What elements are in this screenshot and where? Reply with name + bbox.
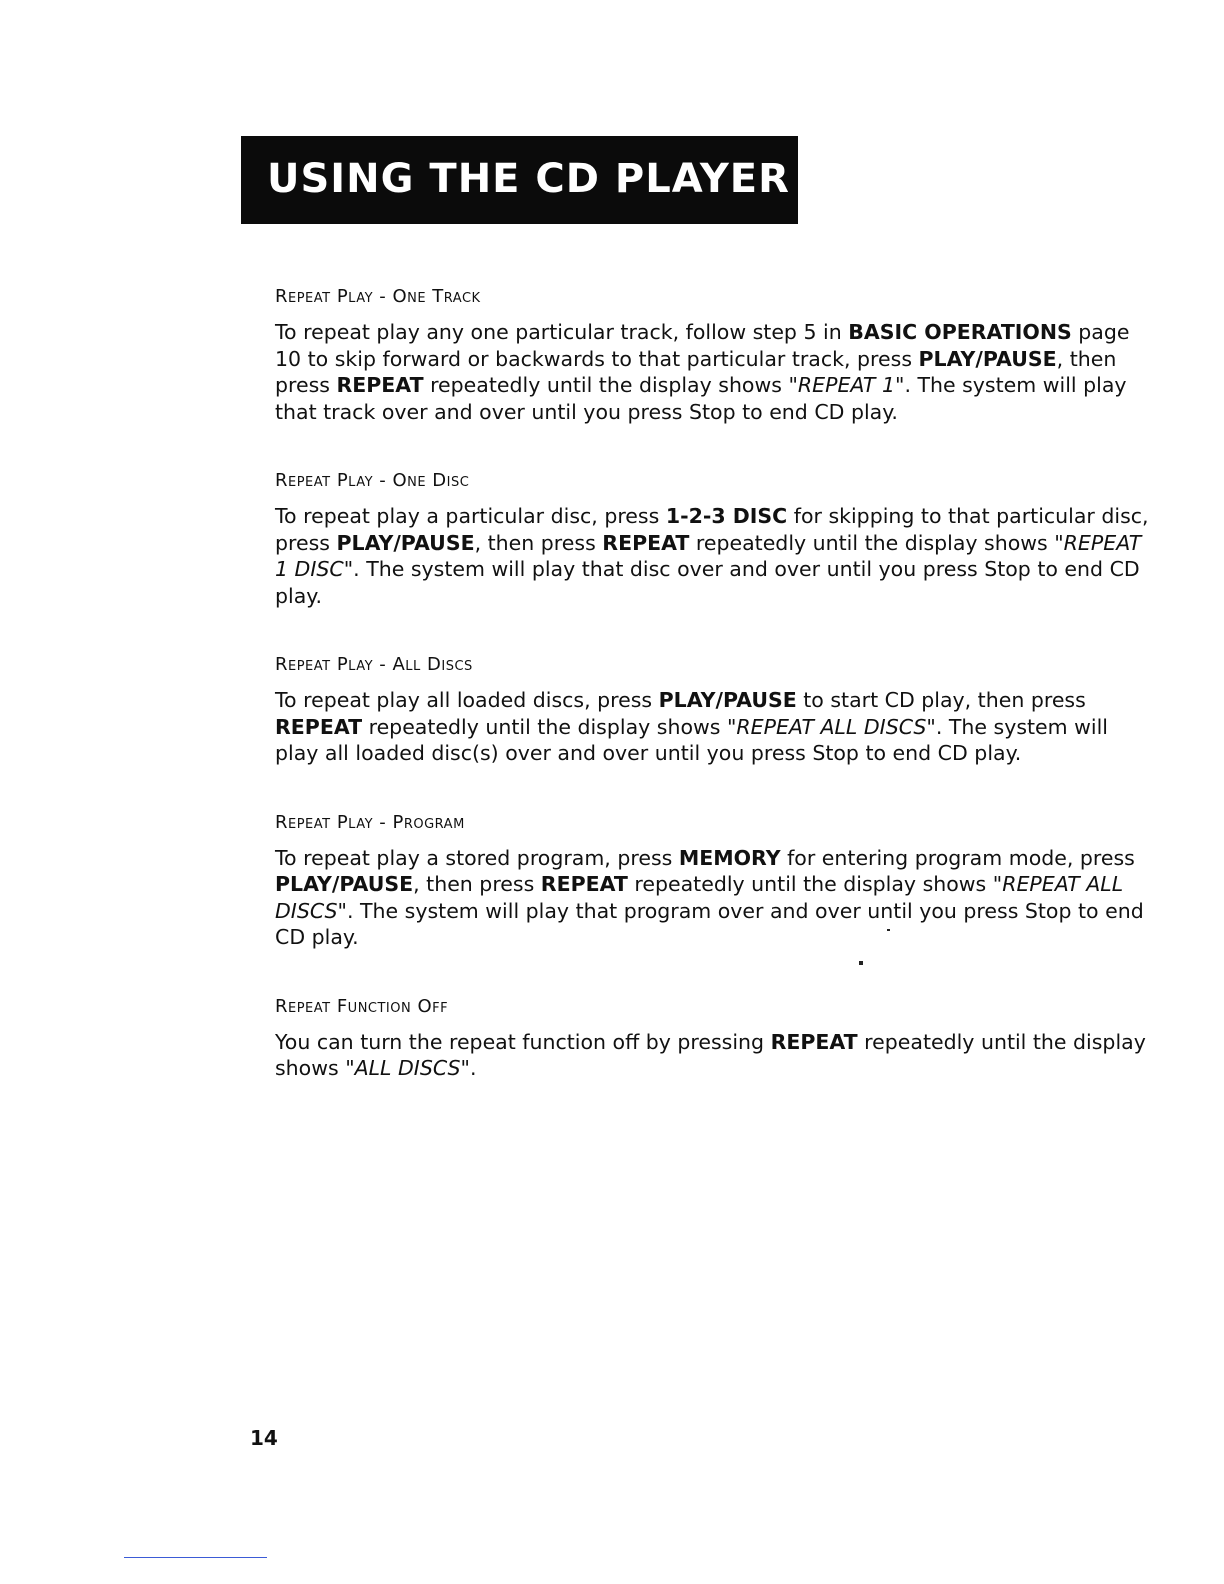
section-title-banner	[241, 136, 798, 224]
body-text: for entering program mode, press	[780, 845, 1135, 870]
display-text: "REPEAT ALL DISCS"	[275, 872, 1124, 923]
page-number: 14	[250, 1426, 278, 1450]
key-term: REPEAT	[602, 530, 690, 555]
section-heading: Repeat Play - One Disc	[275, 470, 470, 491]
body-text: for skipping to that particular disc, press	[275, 504, 1149, 555]
body-text: You can turn the repeat function off by pressing	[275, 1029, 771, 1054]
key-term: PLAY/PAUSE	[658, 688, 797, 712]
section-repeat-function-off	[275, 995, 1155, 1082]
body-text: . The system will play that track over and over until you press Stop to end CD play.	[275, 373, 1127, 424]
key-term: REPEAT	[770, 1029, 858, 1054]
display-text: "ALL DISCS"	[345, 1056, 470, 1080]
section-repeat-one-disc	[275, 469, 1155, 609]
section-heading: Repeat Play - All Discs	[275, 654, 473, 675]
body-text: To repeat play a particular disc, press	[275, 504, 666, 528]
section-title: USING THE CD PLAYER	[267, 156, 790, 202]
section-body	[275, 687, 1155, 767]
body-text: to start CD play, then press	[796, 688, 1086, 712]
body-text: .	[469, 1056, 477, 1080]
scan-speck	[859, 961, 863, 965]
body-text: repeatedly until the display shows	[627, 872, 993, 896]
display-text: "REPEAT 1 DISC"	[275, 530, 1142, 581]
key-term: BASIC OPERATIONS	[848, 320, 1072, 344]
section-repeat-all-discs	[275, 653, 1155, 767]
key-term: PLAY/PAUSE	[918, 346, 1057, 371]
body-text: To repeat play all loaded discs, press	[275, 688, 659, 712]
section-heading: Repeat Play - Program	[275, 811, 465, 833]
body-text: . The system will play that program over and over until you press Stop to end CD play.	[275, 898, 1144, 949]
section-repeat-one-track	[275, 285, 1155, 425]
section-body	[275, 503, 1155, 609]
body-text: , then press	[413, 872, 541, 896]
section-body	[275, 319, 1155, 425]
body-text: repeatedly until the display shows	[423, 373, 789, 397]
scan-edge-line	[124, 1557, 267, 1558]
body-text: To repeat play any one particular track, follow step 5 in	[275, 320, 849, 344]
display-text: "REPEAT ALL DISCS"	[726, 714, 936, 739]
body-text: repeatedly until the display shows	[275, 1029, 1146, 1080]
key-term: PLAY/PAUSE	[275, 872, 414, 896]
manual-content	[275, 285, 1155, 1126]
key-term: 1-2-3 DISC	[665, 504, 788, 528]
key-term: PLAY/PAUSE	[336, 530, 475, 555]
body-text: To repeat play a stored program, press	[275, 845, 679, 870]
body-text: . The system will play that disc over and over until you press Stop to end CD play.	[275, 557, 1140, 608]
section-heading: Repeat Play - One Track	[275, 286, 481, 307]
section-body	[275, 1029, 1155, 1082]
body-text: , then press	[474, 530, 603, 555]
key-term: REPEAT	[275, 714, 363, 739]
body-text: repeatedly until the display shows	[689, 530, 1055, 555]
body-text: . The system will play all loaded disc(s) over and over until you press Stop to end CD play.	[275, 714, 1109, 765]
scan-speck	[887, 929, 890, 931]
key-term: REPEAT	[336, 373, 424, 397]
body-text: , then press	[275, 346, 1117, 397]
section-heading: Repeat Function Off	[275, 995, 449, 1017]
section-repeat-program	[275, 811, 1155, 951]
body-text: page 10 to skip forward or backwards to that particular track, press	[275, 320, 1130, 371]
body-text: repeatedly until the display shows	[362, 714, 727, 739]
key-term: REPEAT	[540, 872, 628, 896]
display-text: "REPEAT 1"	[788, 373, 905, 397]
key-term: MEMORY	[678, 845, 781, 870]
section-body	[275, 845, 1155, 951]
